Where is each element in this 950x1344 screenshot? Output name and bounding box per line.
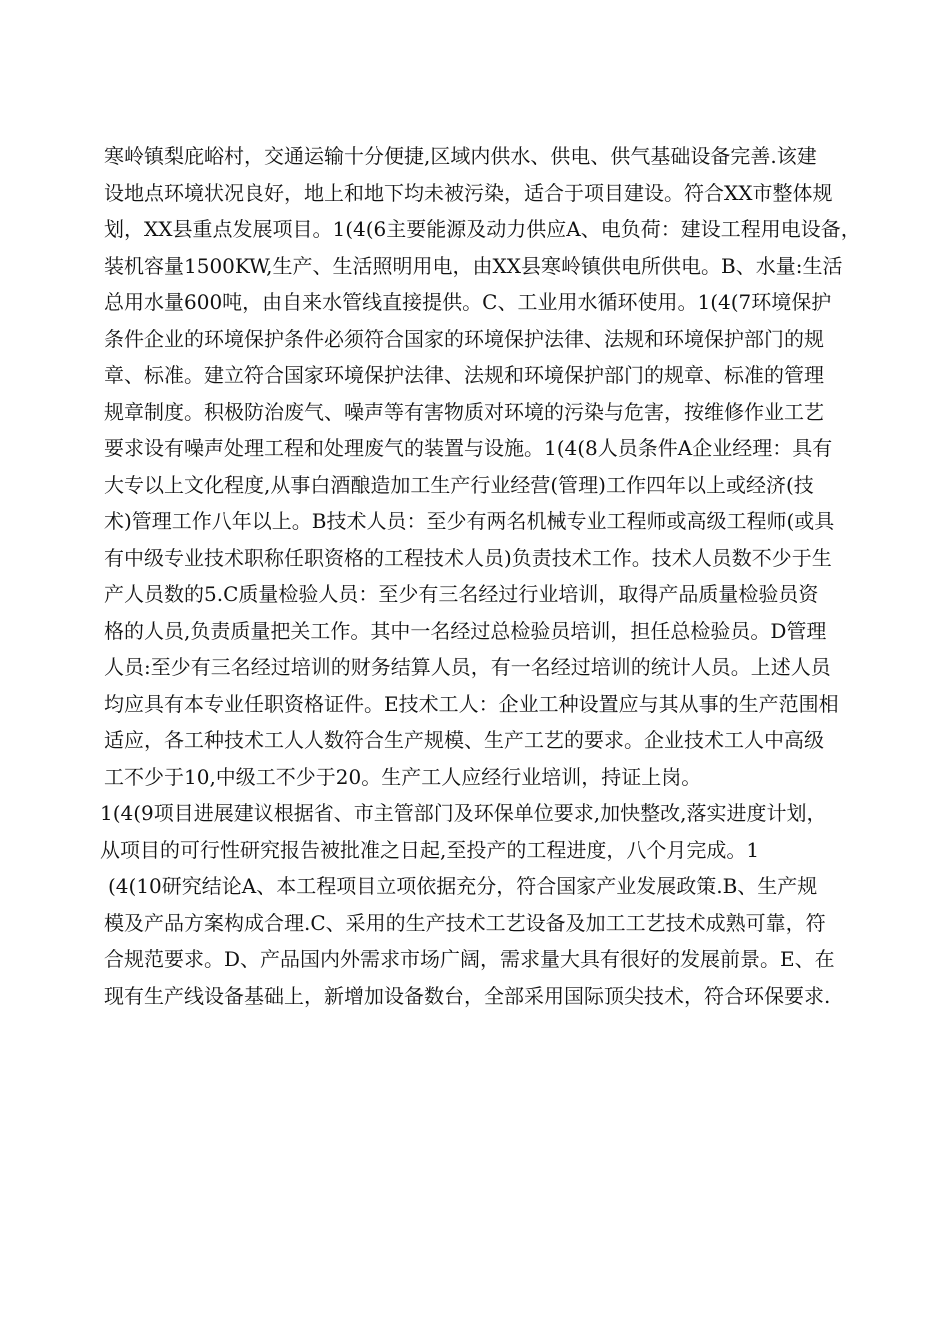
text-line: 产人员数的5.C质量检验人员：至少有三名经过行业培训，取得产品质量检验员资 xyxy=(104,582,819,606)
text-line: 装机容量1500KW,生产、生活照明用电，由XX县寒岭镇供电所供电。B、水量:生活 xyxy=(104,253,843,278)
text-line: 条件企业的环境保护条件必须符合国家的环境保护法律、法规和环境保护部门的规 xyxy=(104,326,824,351)
text-line: 术)管理工作八年以上。B技术人员：至少有两名机械专业工程师或高级工程师(或具 xyxy=(104,509,835,533)
text-line: 总用水量600吨，由自来水管线直接提供。C、工业用水循环使用。1(4(7环境保护 xyxy=(104,290,832,314)
text-line: 划，XX县重点发展项目。1(4(6主要能源及动力供应A、电负荷：建设工程用电设备， xyxy=(104,217,861,241)
text-line: 从项目的可行性研究报告被批准之日起,至投产的工程进度，八个月完成。1 xyxy=(100,837,760,862)
text-line: 章、标准。建立符合国家环境保护法律、法规和环境保护部门的规章、标准的管理 xyxy=(104,363,824,387)
text-line: 有中级专业技术职称任职资格的工程技术人员)负责技术工作。技术人员数不少于生 xyxy=(104,545,832,570)
text-line: 设地点环境状况良好，地上和地下均未被污染，适合于项目建设。符合XX市整体规 xyxy=(104,180,833,205)
text-line: 适应，各工种技术工人人数符合生产规模、生产工艺的要求。企业技术工人中高级 xyxy=(104,728,824,752)
text-line: 1(4(9项目进展建议根据省、市主管部门及环保单位要求,加快整改,落实进度计划， xyxy=(100,801,827,825)
text-line: 寒岭镇梨庇峪村，交通运输十分便捷,区域内供水、供电、供气基础设备完善.该建 xyxy=(104,144,817,168)
text-line: 工不少于10,中级工不少于20。生产工人应经行业培训，持证上岗。 xyxy=(104,764,702,789)
text-line: 人员:至少有三名经过培训的财务结算人员，有一名经过培训的统计人员。上述人员 xyxy=(104,655,831,679)
text-line: 格的人员,负责质量把关工作。其中一名经过总检验员培训，担任总检验员。D管理 xyxy=(104,618,827,643)
text-line: (4(10研究结论A、本工程项目立项依据充分，符合国家产业发展政策.B、生产规 xyxy=(108,874,818,898)
text-line: 合规范要求。D、产品国内外需求市场广阔，需求量大具有很好的发展前景。E、在 xyxy=(104,947,835,971)
body-text xyxy=(100,138,864,1014)
text-line: 大专以上文化程度,从事白酒酿造加工生产行业经营(管理)工作四年以上或经济(技 xyxy=(104,472,814,497)
text-line: 均应具有本专业任职资格证件。E技术工人：企业工种设置应与其从事的生产范围相 xyxy=(104,691,839,716)
text-line: 要求设有噪声处理工程和处理废气的装置与设施。1(4(8人员条件A企业经理：具有 xyxy=(104,436,833,460)
text-line: 规章制度。积极防治废气、噪声等有害物质对环境的污染与危害，按维修作业工艺 xyxy=(104,399,824,424)
text-line: 现有生产线设备基础上，新增加设备数台，全部采用国际顶尖技术，符合环保要求. xyxy=(104,983,831,1008)
text-line: 模及产品方案构成合理.C、采用的生产技术工艺设备及加工工艺技术成熟可靠，符 xyxy=(104,910,826,935)
